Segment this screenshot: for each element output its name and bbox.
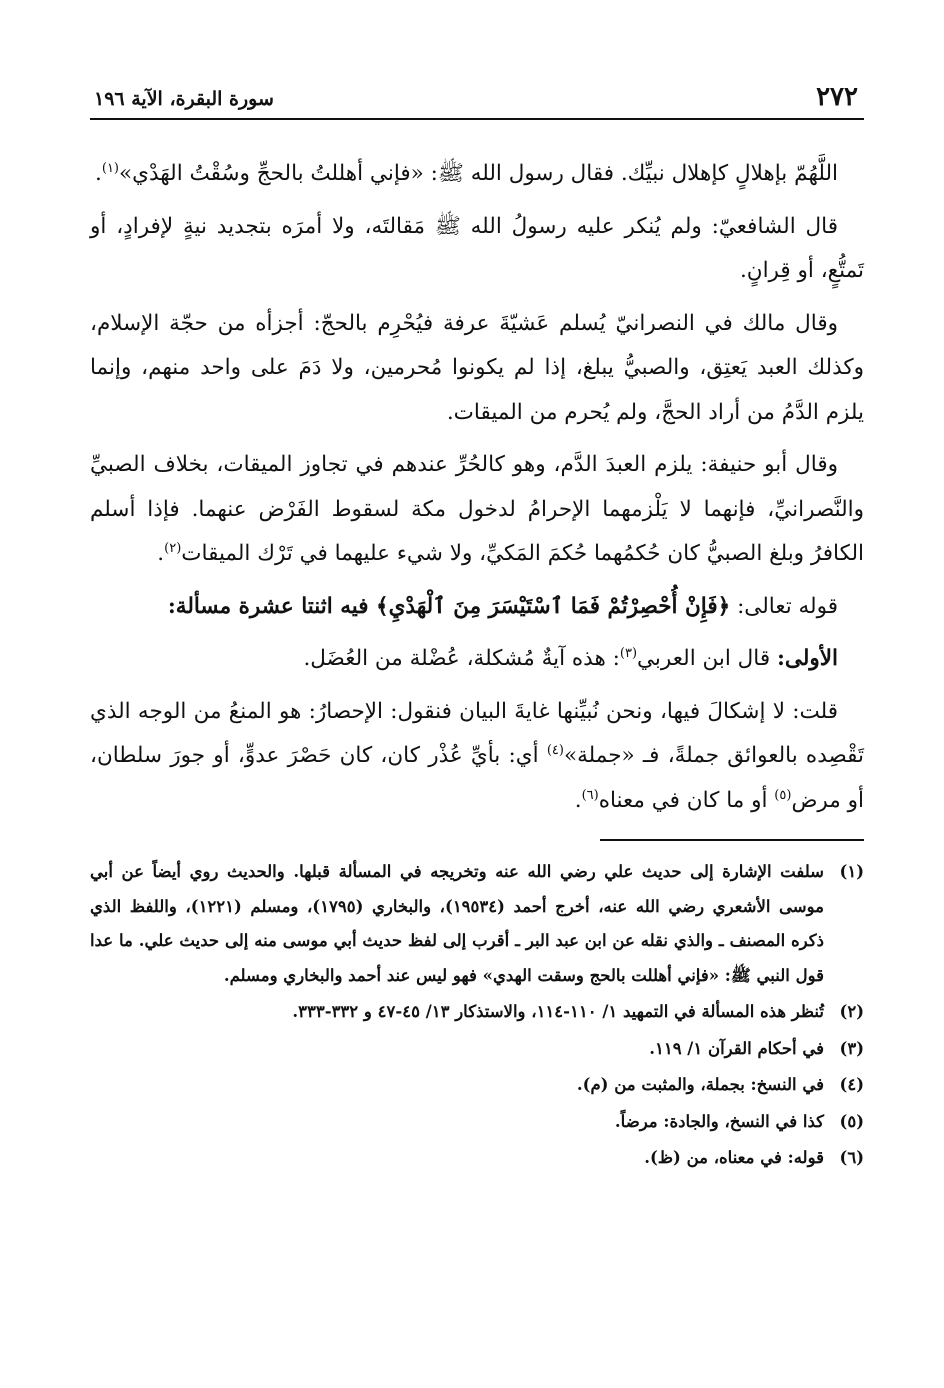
footnote-text: في النسخ: بجملة، والمثبت من (م). [576,1075,824,1094]
footnote-ref-5: (٥) [774,787,792,803]
page-number: ٢٧٢ [816,82,858,112]
footnote-5 [90,1105,864,1140]
footnote-ref-6: (٦) [581,787,599,803]
paragraph-7 [90,690,864,824]
running-header [90,78,864,120]
main-text [90,152,864,823]
verse-tail: فيه اثنتا عشرة مسألة: [167,593,376,619]
book-page [90,78,864,1368]
paragraph-3: وقال مالك في النصرانيّ يُسلم عَشيّةَ عرفة فيُحْرِم بالحجّ: أجزأه من حجّة الإسلام، وكذلك العبد يَعتِق، والصبيُّ يبلغ، إذا لم يكونوا مُحرمين، ولا دَمَ على واحد منهم، وإنما يلزم الدَّمُ من أراد الحجَّ، ولم يُحرم من الميقات. [90,310,864,425]
footnote-4 [90,1068,864,1103]
paragraph-6-text: قال ابن العربي [637,646,777,671]
paragraph-2: قال الشافعيّ: ولم يُنكر عليه رسولُ الله ﷺ مَقالتَه، ولا أمرَه بتجديد نيةٍ لإفرادٍ، أو تَمتُّعٍ، أو قِرانٍ. [90,213,864,283]
running-title: سورة البقرة، الآية ١٩٦ [94,88,274,110]
paragraph-1-text: اللَّهُمّ بإهلالٍ كإهلال نبيِّك. فقال رسول الله ﷺ: «فإني أهللتُ بالحجِّ وسُقْتُ الهَدْي» [119,161,838,186]
footnote-ref-2: (٢) [164,540,182,556]
paragraph-4 [90,443,864,577]
paragraph-7-mid2: أو ما كان في معناه [598,787,775,813]
paragraph-1-end: . [95,161,102,186]
issue-heading-first: الأولى: [776,646,838,671]
paragraph-1 [90,152,864,197]
footnote-number: (٤) [839,1075,864,1094]
footnote-2 [90,995,864,1030]
footnote-ref-4: (٤) [546,742,564,758]
footnote-separator [600,839,864,841]
footnote-number: (٦) [839,1148,864,1167]
footnote-text: تُنظر هذه المسألة في التمهيد ١/ ١١٠-١١٤، والاستذكار ١٣/ ٤٥-٤٧ و ٣٣٢-٣٣٣. [292,1002,824,1021]
paragraph-4-text: وقال أبو حنيفة: يلزم العبدَ الدَّم، وهو كالحُرِّ عندهم في تجاوز الميقات، بخلاف الصبيِّ والنَّصرانيِّ، فإنهما لا يَلْزمهما الإحرامُ لدخول مكة لسقوط الفَرْض عنهما. فإذا أسلم الكافرُ وبلغ الصبيُّ كان حُكمُهما حُكمَ المَكيِّ، ولا شيء عليهما في تَرْك الميقات [90,452,864,566]
paragraph-7-text: قلت: لا إشكالَ فيها، ونحن نُبيِّنها غايةَ البيان فنقول: الإحصارُ: هو المنعُ من الوجه الذي تَقْصِده بالعوائق جملةً، فـ «جملة» [90,698,864,768]
footnote-text: كذا في النسخ، والجادة: مرضاً. [614,1111,824,1131]
footnote-ref-1: (١) [101,160,119,176]
footnote-number: (٥) [839,1111,864,1131]
paragraph-6 [90,637,864,682]
footnote-text: سلفت الإشارة إلى حديث علي رضي الله عنه وتخريجه في المسألة قبلها. والحديث روي أيضاً عن أبي موسى الأشعري رضي الله عنه، أخرج أحمد (١٩٥٣٤)، والبخاري (١٧٩٥)، ومسلم (١٢٢١)، واللفظ الذي ذكره المصنف ـ والذي نقله عن ابن عبد البر ـ أقرب إلى لفظ حديث أبي موسى منه إلى حديث علي. ما عدا قول النبي ﷺ: «فإني أهللت بالحج وسقت الهدي» فهو ليس عند أحمد والبخاري ومسلم. [90,862,824,985]
footnote-text: قوله: في معناه، من (ظ). [644,1148,824,1167]
footnote-1 [90,855,864,993]
paragraph-4-end: . [157,541,165,566]
quran-verse: ﴿فَإِنْ أُحْصِرْتُمْ فَمَا ٱسْتَيْسَرَ مِنَ ٱلْهَدْيِ﴾ [375,593,731,619]
footnote-number: (٣) [839,1038,864,1058]
footnote-text: في أحكام القرآن ١/ ١١٩. [649,1038,824,1058]
footnote-number: (٢) [839,1002,864,1021]
paragraph-7-end: . [574,787,582,813]
footnote-number: (١) [839,862,864,881]
paragraph-6-tail: : هذه آيةٌ مُشكلة، عُضْلة من العُضَل. [303,646,620,671]
footnote-3 [90,1032,864,1067]
paragraph-7-mid: أي: بأيِّ عُذْر كان، كان حَصْرَ عدوٍّ، أو جورَ سلطان، أو مرض [90,743,864,813]
paragraph-5 [90,585,864,630]
verse-intro: قوله تعالى: [730,593,838,619]
footnote-6 [90,1141,864,1176]
footnotes [90,855,864,1176]
footnote-ref-3: (٣) [619,645,638,661]
